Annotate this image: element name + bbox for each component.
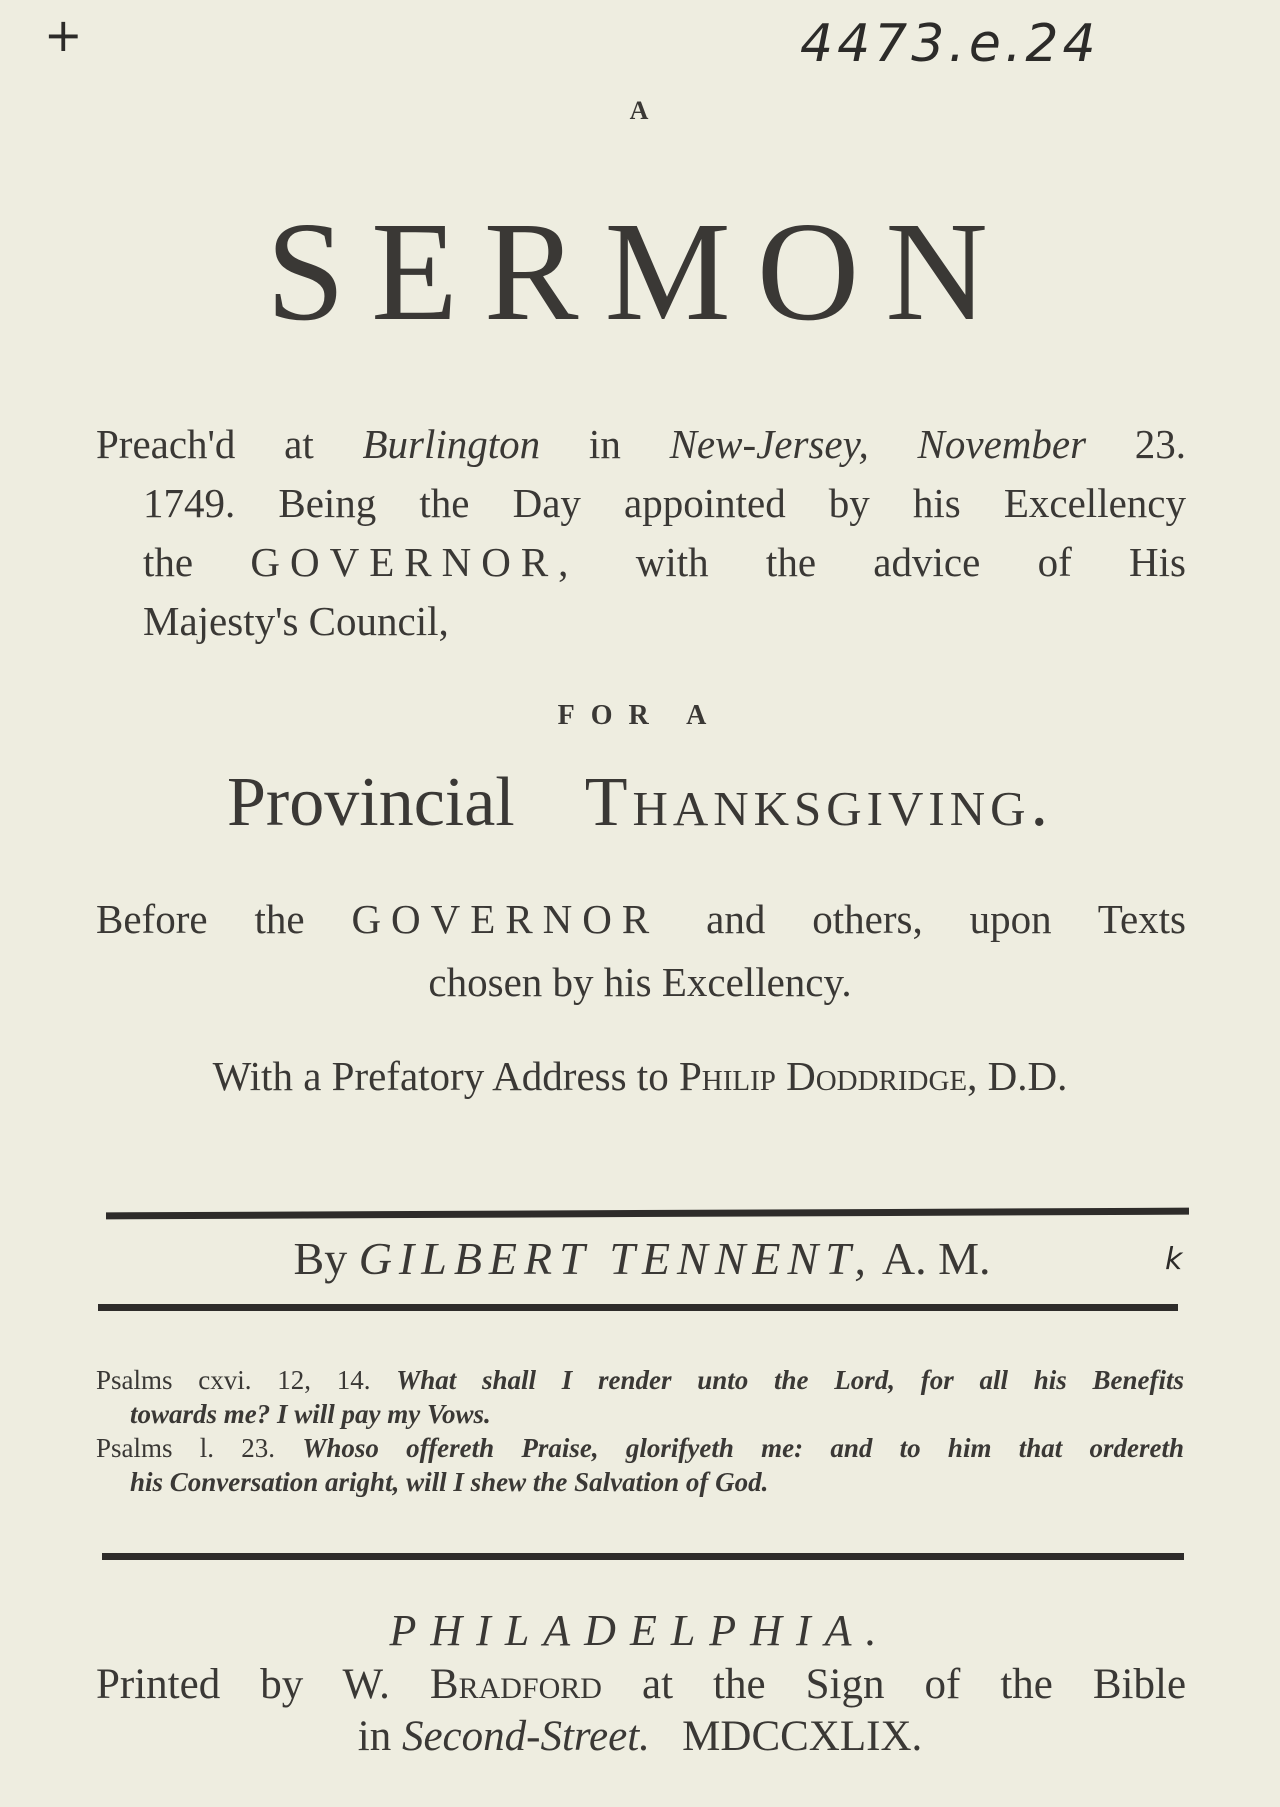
for-a-heading: FOR A — [557, 700, 723, 731]
preached-line-1 — [96, 415, 1186, 474]
handwritten-mark: + — [44, 8, 83, 62]
preached-text: in — [588, 421, 621, 467]
prefatory-address — [0, 1052, 1280, 1100]
divider-rule — [98, 1304, 1178, 1311]
preached-line-2: 1749. Being the Day appointed by his Excellency — [143, 480, 1186, 526]
before-text: Before the — [96, 896, 305, 942]
occasion-heading — [0, 764, 1280, 841]
psalm-reference: Psalms l. 23. — [96, 1433, 276, 1463]
psalm-text-continued: towards me? I will pay my Vows. — [130, 1399, 491, 1429]
place-name: Burlington — [362, 421, 541, 467]
preached-text: with the advice of His — [635, 539, 1186, 585]
before-line-1 — [96, 895, 1186, 943]
divider-rule — [106, 1208, 1189, 1220]
byline-by: By — [293, 1233, 348, 1284]
author-name: GILBERT TENNENT, — [358, 1233, 873, 1284]
handwritten-margin-mark: k — [1165, 1242, 1183, 1277]
psalm-reference: Psalms cxvi. 12, 14. — [96, 1365, 371, 1395]
imprint-line-1 — [96, 1660, 1186, 1709]
byline — [172, 1232, 1112, 1285]
address-text: With a Prefatory Address to — [212, 1053, 669, 1099]
governor-word: GOVERNOR, — [250, 539, 579, 585]
psalm-text-continued: his Conversation aright, will I shew the Salvation of God. — [130, 1467, 769, 1497]
imprint-text: at the Sign of the Bible — [641, 1661, 1187, 1708]
date-day: 23. — [1134, 421, 1187, 467]
imprint-text: Printed by W. — [96, 1661, 390, 1708]
governor-word: GOVERNOR — [351, 896, 660, 942]
province-name: New-Jersey, — [669, 421, 869, 467]
imprint-city: PHILADELPHIA. — [389, 1606, 891, 1655]
divider-rule — [102, 1553, 1184, 1560]
address-degree: D.D. — [987, 1053, 1068, 1099]
occasion-word-1: Provincial — [227, 764, 515, 841]
psalm-citation-1 — [96, 1363, 1184, 1397]
preached-text: Preach'd at — [96, 421, 314, 467]
before-line-2: chosen by his Excellency. — [428, 959, 852, 1005]
title-main: SERMON — [266, 192, 1014, 350]
preached-text: the — [143, 539, 194, 585]
author-degree: A. M. — [881, 1233, 991, 1284]
title-article: A — [629, 96, 651, 125]
preached-line-4: Majesty's Council, — [143, 598, 449, 644]
imprint-text: in — [357, 1713, 392, 1760]
psalm-citation-2 — [96, 1431, 1184, 1465]
before-text: and others, upon Texts — [706, 896, 1186, 942]
date-month: November — [917, 421, 1087, 467]
psalm-text: Whoso offereth Praise, glorifyeth me: and to him that ordereth — [302, 1433, 1184, 1463]
occasion-word-2: Thanksgiving. — [584, 764, 1053, 841]
imprint-line-2 — [0, 1712, 1280, 1761]
address-name: Philip Doddridge, — [678, 1053, 978, 1099]
preached-line-3 — [143, 533, 1186, 592]
printer-name: Bradford — [429, 1661, 602, 1708]
handwritten-shelfmark: 4473.e.24 — [800, 14, 1100, 74]
psalm-text: What shall I render unto the Lord, for all his Benefits — [396, 1365, 1184, 1395]
imprint-year: MDCCXLIX. — [682, 1713, 923, 1760]
street-name: Second-Street. — [401, 1713, 650, 1760]
